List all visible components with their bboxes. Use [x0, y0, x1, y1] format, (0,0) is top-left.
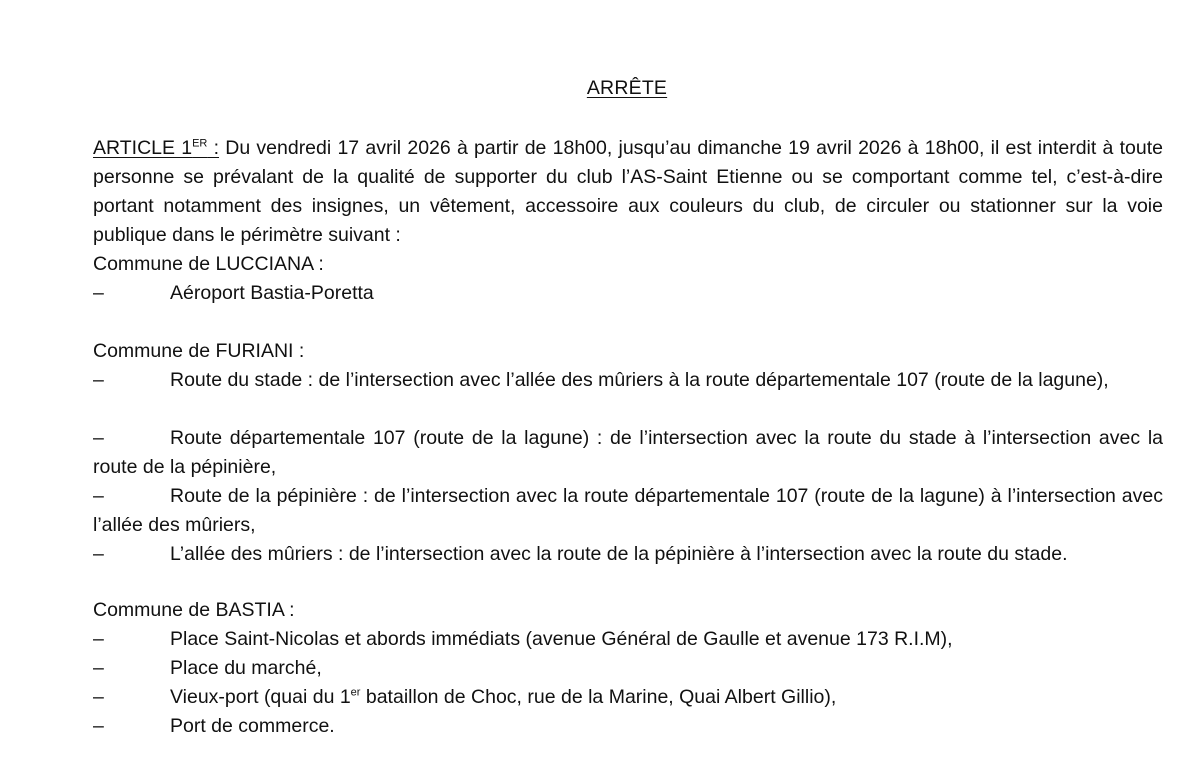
article-label-sup: ER — [192, 137, 208, 150]
list-item-text: L’allée des mûriers : de l’intersection avec la route de la pépinière à l’intersection avec la route du stade. — [170, 543, 1068, 565]
section-heading-furiani: Commune de FURIANI : — [93, 340, 305, 362]
dash-bullet: – — [93, 686, 104, 708]
document-title: ARRÊTE — [586, 77, 668, 99]
dash-bullet: – — [93, 282, 104, 304]
list-item — [93, 424, 1163, 482]
list-item — [93, 654, 1163, 683]
article-label-suffix: : — [207, 137, 220, 159]
list-item-text: Route de la pépinière : de l’intersection avec la route départementale 107 (route de la lagune) à l’intersection avec l’allée des mûriers, — [93, 485, 1163, 536]
list-item — [93, 540, 1163, 569]
ordinal-sup: er — [350, 686, 361, 699]
dash-bullet: – — [93, 628, 104, 650]
list-item — [93, 625, 1163, 654]
article-text: Du vendredi 17 avril 2026 à partir de 18h00, jusqu’au dimanche 19 avril 2026 à 18h00, il est interdit à toute personne se prévalant de la qualité de supporter du club l’AS-Saint Etienne ou se comportant comme tel, c’est-à-dire portant notamment des insignes, un vêtement, accessoire aux couleurs du club, de circuler ou stationner sur la voie publique dans le périmètre suivant : — [93, 137, 1163, 246]
list-item — [93, 279, 1163, 308]
list-item — [93, 683, 1163, 712]
list-item-text: Route du stade : de l’intersection avec l’allée des mûriers à la route départementale 107 (route de la lagune), — [170, 369, 1109, 391]
article-label — [93, 137, 219, 159]
dash-bullet: – — [93, 485, 104, 507]
list-item-text — [93, 683, 1163, 712]
dash-bullet: – — [93, 369, 104, 391]
dash-bullet: – — [93, 715, 104, 737]
article-1-paragraph — [93, 134, 1163, 250]
dash-bullet: – — [93, 543, 104, 565]
list-item — [93, 712, 1163, 741]
list-item-text-before: Vieux-port (quai du 1 — [170, 686, 351, 708]
list-item-text: Route départementale 107 (route de la lagune) : de l’intersection avec la route du stade à l’intersection avec la route de la pépinière, — [93, 427, 1163, 478]
list-item-text: Aéroport Bastia-Poretta — [170, 282, 374, 304]
dash-bullet: – — [93, 427, 104, 449]
section-heading-bastia: Commune de BASTIA : — [93, 599, 295, 621]
list-item-text: Place du marché, — [170, 657, 322, 679]
section-heading-lucciana: Commune de LUCCIANA : — [93, 253, 324, 275]
list-item — [93, 366, 1163, 395]
list-item-text: Port de commerce. — [170, 715, 335, 737]
list-item-text-after: bataillon de Choc, rue de la Marine, Quai Albert Gillio), — [360, 686, 837, 708]
list-item — [93, 482, 1163, 540]
dash-bullet: – — [93, 657, 104, 679]
article-label-prefix: ARTICLE 1 — [93, 137, 193, 159]
list-item-text: Place Saint-Nicolas et abords immédiats (avenue Général de Gaulle et avenue 173 R.I.M), — [170, 628, 953, 650]
